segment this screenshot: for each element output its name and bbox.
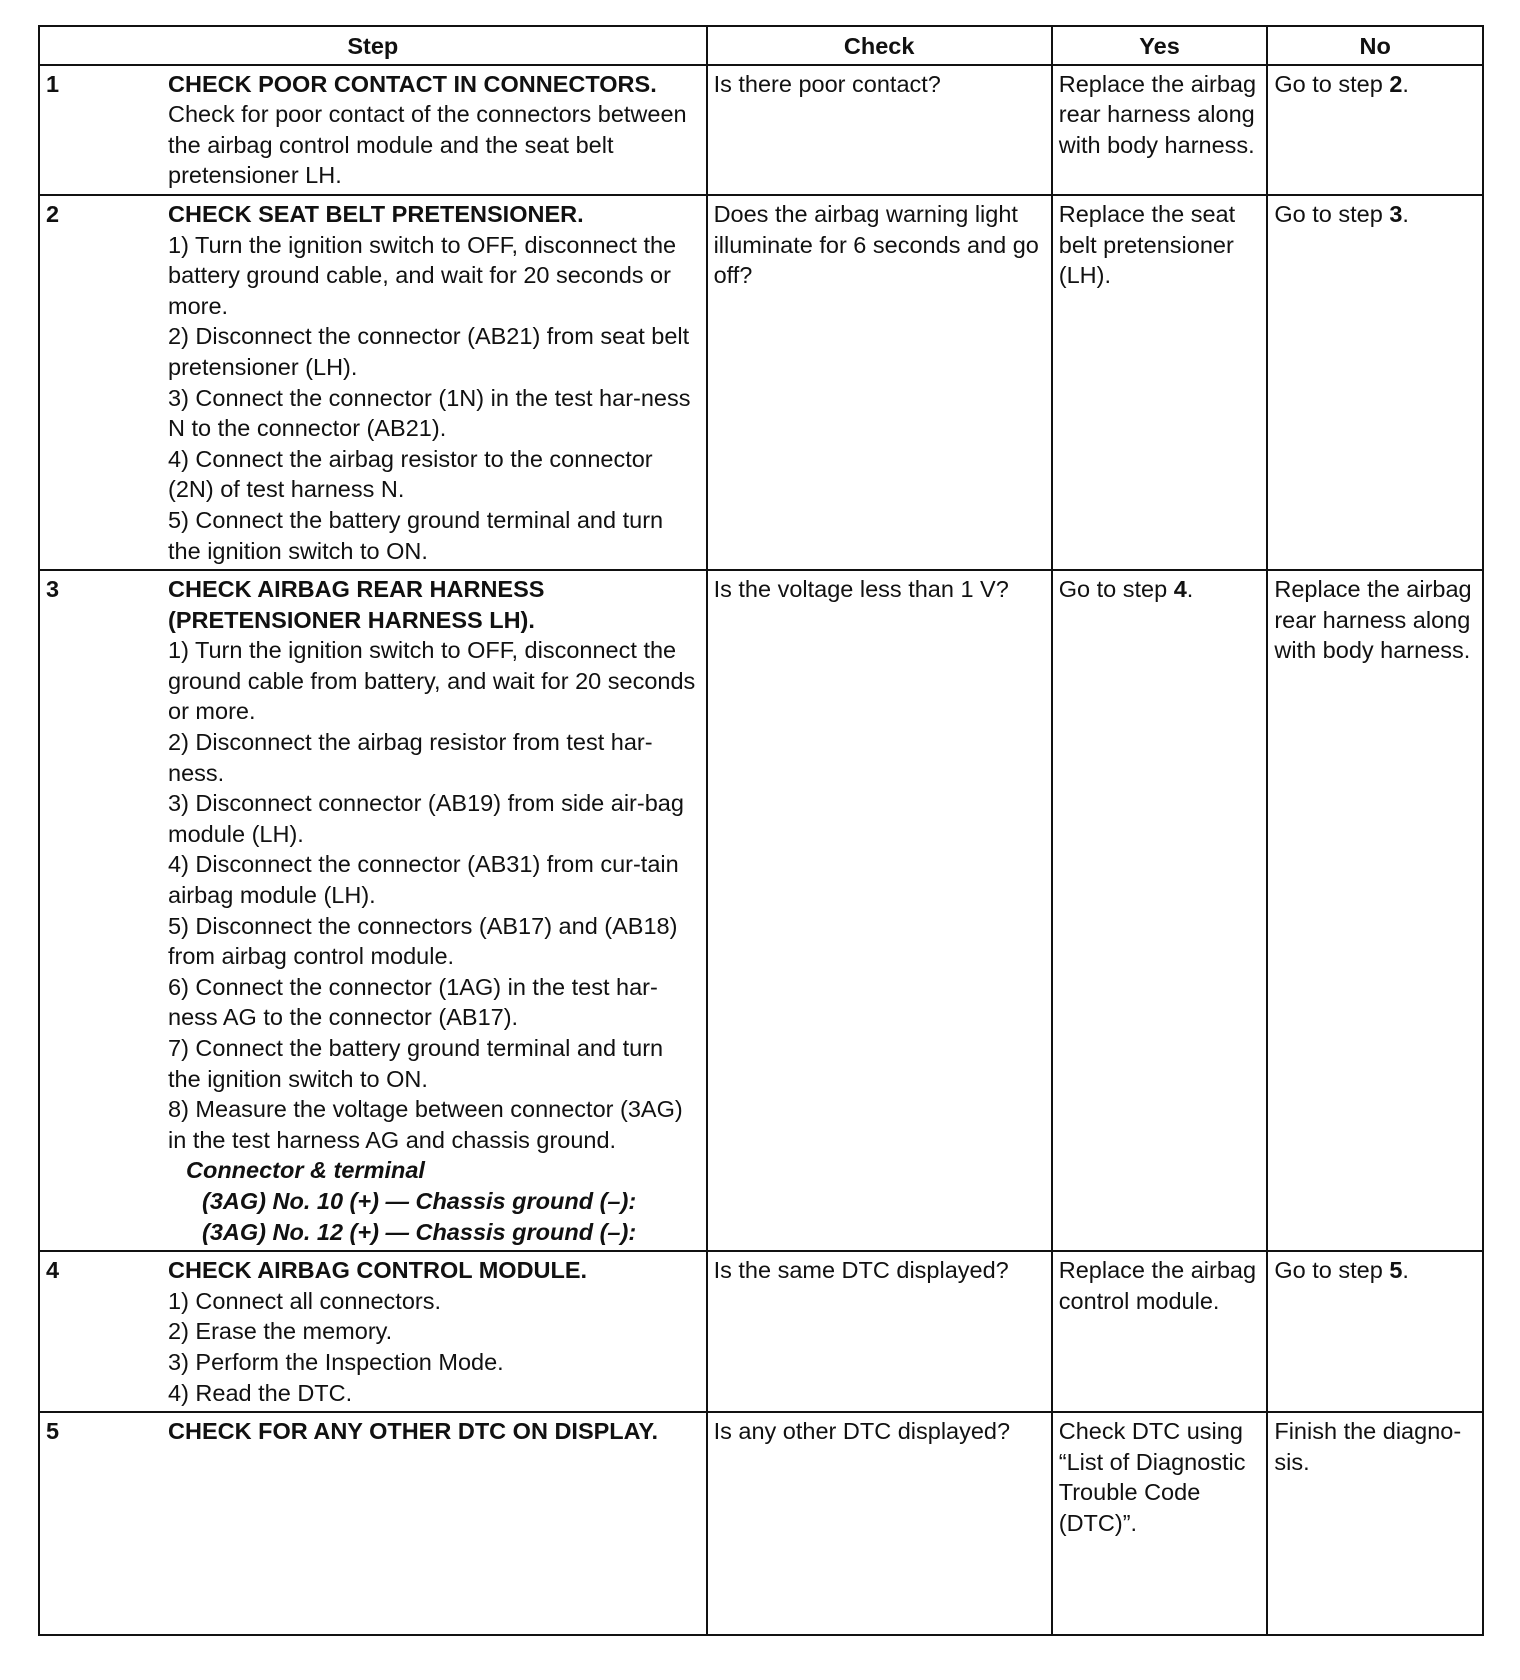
condition-line: (3AG) No. 10 (+) — Chassis ground (–):	[202, 1187, 637, 1214]
instruction: 2) Disconnect the connector (AB21) from seat belt pretensioner (LH).	[168, 323, 690, 380]
check-cell: Is the voltage less than 1 V?	[707, 570, 1052, 1251]
check-cell: Is any other DTC displayed?	[707, 1412, 1052, 1635]
step-number: 5	[46, 1418, 60, 1445]
yes-cell	[1052, 570, 1268, 1251]
check-cell: Is there poor contact?	[707, 65, 1052, 195]
step-cell	[39, 1251, 707, 1412]
instruction: 5) Connect the battery ground terminal and turn the ignition switch to ON.	[168, 506, 664, 564]
header-check: Check	[707, 26, 1052, 65]
no-suffix: .	[1402, 1257, 1409, 1284]
step-title: CHECK SEAT BELT PRETENSIONER.	[168, 200, 584, 227]
instruction: 3) Disconnect connector (AB19) from side air-bag module (LH).	[168, 790, 684, 847]
check-cell: Does the airbag warning light illuminate for 6 seconds and go off?	[707, 195, 1052, 570]
step-cell	[39, 195, 707, 570]
yes-cell: Replace the seat belt pretensioner (LH).	[1052, 195, 1268, 570]
step-cell	[39, 65, 707, 195]
step-cell	[39, 570, 707, 1251]
step-number: 2	[46, 200, 60, 227]
yes-step-ref: 4	[1173, 576, 1187, 603]
step-title: CHECK FOR ANY OTHER DTC ON DISPLAY.	[168, 1418, 659, 1445]
step-title: CHECK POOR CONTACT IN CONNECTORS.	[168, 70, 657, 97]
instruction: 5) Disconnect the connectors (AB17) and (AB18) from airbag control module.	[168, 912, 678, 970]
table-row	[39, 570, 1483, 1251]
instruction: Check for poor contact of the connectors between the airbag control module and the seat belt pretensioner LH.	[168, 101, 687, 189]
no-cell: Replace the airbag rear harness along with body harness.	[1267, 570, 1483, 1251]
no-suffix: .	[1402, 200, 1409, 227]
instruction: 4) Disconnect the connector (AB31) from cur-tain airbag module (LH).	[168, 851, 679, 909]
instruction: 1) Connect all connectors.	[168, 1287, 442, 1314]
step-number: 1	[46, 70, 60, 97]
step-title: CHECK AIRBAG CONTROL MODULE.	[168, 1257, 588, 1284]
instruction: 3) Connect the connector (1N) in the test har-ness N to the connector (AB21).	[168, 384, 691, 442]
yes-cell: Replace the airbag rear harness along with body harness.	[1052, 65, 1268, 195]
instruction: 1) Turn the ignition switch to OFF, disconnect the ground cable from battery, and wait for 20 seconds or more.	[168, 637, 696, 725]
yes-suffix: .	[1186, 576, 1194, 603]
yes-cell: Replace the airbag control module.	[1052, 1251, 1268, 1412]
step-cell	[39, 1412, 707, 1635]
no-step-ref: 3	[1389, 200, 1403, 227]
yes-cell: Check DTC using “List of Diagnostic Trouble Code (DTC)”.	[1052, 1412, 1268, 1635]
instruction: 2) Disconnect the airbag resistor from test har-ness.	[168, 729, 653, 786]
no-step-ref: 5	[1389, 1257, 1403, 1284]
no-cell	[1267, 1251, 1483, 1412]
step-title: CHECK AIRBAG REAR HARNESS (PRETENSIONER HARNESS LH).	[168, 576, 545, 633]
no-prefix: Go to step	[1274, 200, 1390, 227]
no-cell	[1267, 65, 1483, 195]
header-step: Step	[39, 26, 707, 65]
instruction: 4) Connect the airbag resistor to the connector (2N) of test harness N.	[168, 445, 653, 503]
header-yes: Yes	[1052, 26, 1268, 65]
yes-prefix: Go to step	[1058, 576, 1174, 603]
no-step-ref: 2	[1389, 70, 1403, 97]
diagnostic-page	[38, 25, 1484, 1636]
instruction: 6) Connect the connector (1AG) in the test har-ness AG to the connector (AB17).	[168, 973, 658, 1031]
header-no: No	[1267, 26, 1483, 65]
no-suffix: .	[1402, 70, 1409, 97]
header-row	[39, 26, 1483, 65]
step-number: 3	[46, 576, 60, 603]
instruction: 8) Measure the voltage between connector (3AG) in the test harness AG and chassis ground.	[168, 1096, 683, 1153]
instruction: 7) Connect the battery ground terminal and turn the ignition switch to ON.	[168, 1035, 664, 1092]
diagnostic-table	[38, 25, 1484, 1636]
no-cell	[1267, 195, 1483, 570]
condition-heading: Connector & terminal	[186, 1157, 425, 1184]
no-prefix: Go to step	[1274, 1257, 1390, 1284]
instruction: 4) Read the DTC.	[168, 1379, 353, 1406]
no-cell: Finish the diagno-sis.	[1267, 1412, 1483, 1635]
condition-line: (3AG) No. 12 (+) — Chassis ground (–):	[202, 1218, 637, 1245]
table-row	[39, 65, 1483, 195]
table-row	[39, 1412, 1483, 1635]
instruction: 2) Erase the memory.	[168, 1318, 393, 1345]
no-prefix: Go to step	[1274, 70, 1390, 97]
table-row	[39, 1251, 1483, 1412]
instruction: 1) Turn the ignition switch to OFF, disconnect the battery ground cable, and wait for 20 seconds or more.	[168, 231, 677, 319]
step-number: 4	[46, 1257, 60, 1284]
table-row	[39, 195, 1483, 570]
check-cell: Is the same DTC displayed?	[707, 1251, 1052, 1412]
instruction: 3) Perform the Inspection Mode.	[168, 1348, 504, 1375]
